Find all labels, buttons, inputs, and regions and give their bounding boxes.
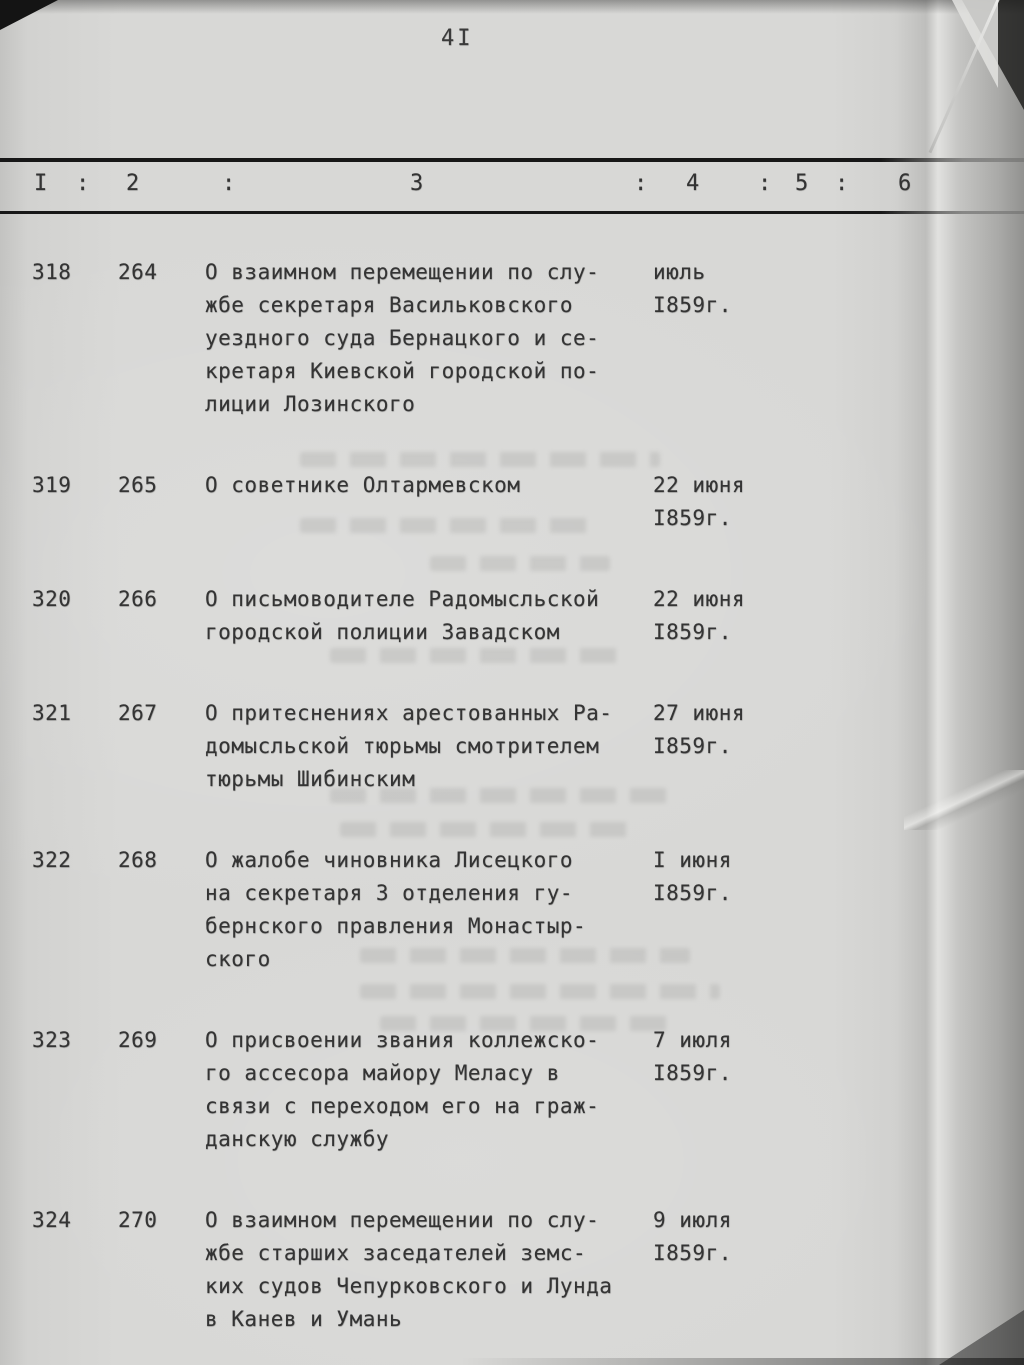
entry-number: 324 (32, 1208, 72, 1232)
title-line: бернского правления Монастыр- (205, 914, 587, 938)
title-line: связи с переходом его на граж- (205, 1094, 600, 1118)
title-line: кретаря Киевской городской по- (205, 359, 600, 383)
case-date (648, 583, 828, 649)
title-line: О письмоводителе Радомысльской (205, 587, 600, 611)
entry-number: 322 (32, 848, 72, 872)
column-separator: : (222, 171, 237, 196)
column-separator: : (634, 171, 649, 196)
date-line: июль (653, 260, 706, 284)
column-separator: : (835, 171, 850, 196)
date-line: 9 июля (653, 1208, 732, 1232)
date-line: I июня (653, 848, 732, 872)
entry-number: 319 (32, 473, 72, 497)
date-line: I859г. (653, 1241, 732, 1265)
case-title (205, 844, 648, 976)
column-header: 2 (126, 171, 141, 196)
date-line: I859г. (653, 881, 732, 905)
column-header: 5 (795, 171, 810, 196)
column-separator: : (76, 171, 91, 196)
table-header-row (0, 171, 1024, 209)
date-line: I859г. (653, 506, 732, 530)
page-number: 4I (441, 26, 474, 51)
title-line: ких судов Чепурковского и Лунда (205, 1274, 613, 1298)
entry-number: 323 (32, 1028, 72, 1052)
case-title (205, 1024, 648, 1156)
title-line: О советнике Олтармевском (205, 473, 521, 497)
case-date (648, 697, 828, 796)
case-title (205, 697, 648, 796)
title-line: О присвоении звания коллежско- (205, 1028, 600, 1052)
top-edge-shadow (0, 0, 1024, 14)
title-line: жбе старших заседателей земс- (205, 1241, 587, 1265)
title-line: О жалобе чиновника Лисецкого (205, 848, 574, 872)
date-line: 27 июня (653, 701, 746, 725)
table-top-rule (0, 158, 1024, 162)
title-line: уездного суда Бернацкого и се- (205, 326, 600, 350)
case-date (648, 256, 828, 421)
date-line: 22 июня (653, 473, 746, 497)
entry-number: 320 (32, 587, 72, 611)
table-row (0, 256, 946, 421)
date-line: I859г. (653, 293, 732, 317)
table-row (0, 1204, 946, 1336)
case-number: 264 (118, 260, 158, 284)
table-row (0, 583, 946, 649)
table-body (0, 256, 946, 1365)
column-header: 4 (686, 171, 701, 196)
date-line: I859г. (653, 620, 732, 644)
table-row (0, 844, 946, 976)
table-row (0, 1024, 946, 1156)
case-number: 268 (118, 848, 158, 872)
title-line: жбе секретаря Васильковского (205, 293, 574, 317)
column-separator: : (758, 171, 773, 196)
case-title (205, 256, 648, 421)
entry-number: 321 (32, 701, 72, 725)
column-header: 3 (410, 171, 425, 196)
case-date (648, 469, 828, 535)
date-line: 7 июля (653, 1028, 732, 1052)
column-header: 6 (898, 171, 913, 196)
title-line: лиции Лозинского (205, 392, 416, 416)
case-title (205, 1204, 648, 1336)
bottom-right-corner-shadow (939, 1310, 1024, 1365)
case-number: 267 (118, 701, 158, 725)
table-header-bottom-rule (0, 211, 1024, 214)
title-line: ского (205, 947, 271, 971)
top-left-corner-shadow (0, 0, 58, 30)
title-line: городской полиции Завадском (205, 620, 560, 644)
case-title (205, 469, 648, 535)
column-header: I (34, 171, 49, 196)
table-row (0, 469, 946, 535)
table-row (0, 697, 946, 796)
case-number: 265 (118, 473, 158, 497)
title-line: О взаимном перемещении по слу- (205, 1208, 600, 1232)
case-title (205, 583, 648, 649)
title-line: О взаимном перемещении по слу- (205, 260, 600, 284)
title-line: в Канев и Умань (205, 1307, 403, 1331)
case-number: 266 (118, 587, 158, 611)
title-line: тюрьмы Шибинским (205, 767, 416, 791)
title-line: О притеснениях арестованных Ра- (205, 701, 613, 725)
date-line: 22 июня (653, 587, 746, 611)
title-line: домысльской тюрьмы смотрителем (205, 734, 600, 758)
title-line: данскую службу (205, 1127, 390, 1151)
case-date (648, 1204, 828, 1336)
date-line: I859г. (653, 1061, 732, 1085)
title-line: на секретаря 3 отделения гу- (205, 881, 574, 905)
case-date (648, 844, 828, 976)
title-line: го ассесора майору Меласу в (205, 1061, 560, 1085)
case-date (648, 1024, 828, 1156)
case-number: 270 (118, 1208, 158, 1232)
entry-number: 318 (32, 260, 72, 284)
date-line: I859г. (653, 734, 732, 758)
case-number: 269 (118, 1028, 158, 1052)
